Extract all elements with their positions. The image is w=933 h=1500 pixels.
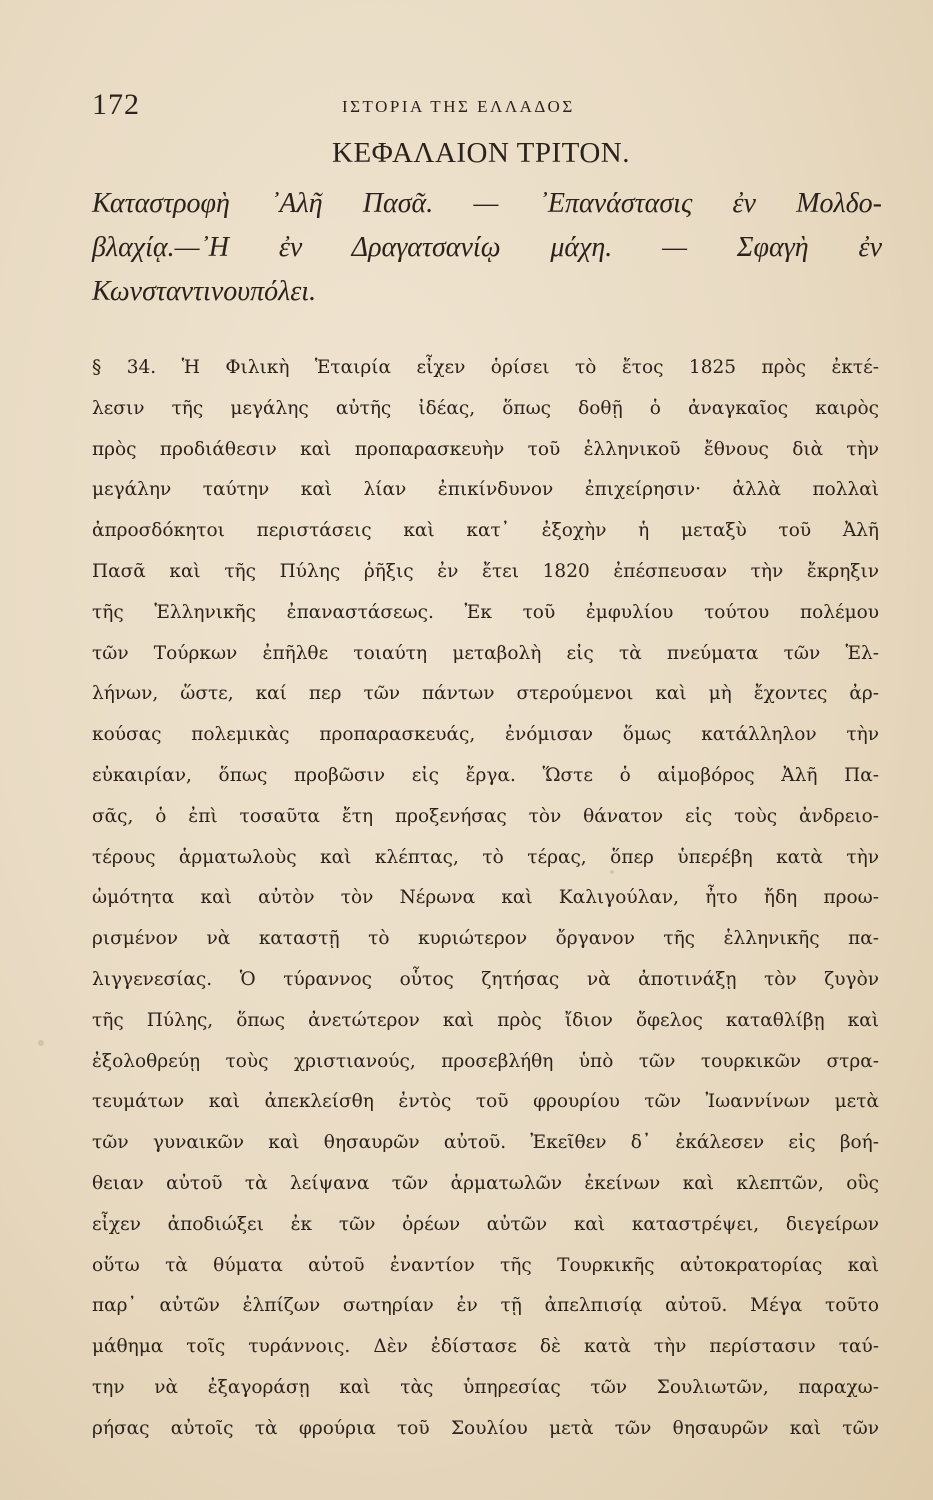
text-line: λιγγενεσίας. Ὁ τύραννος οὗτος ζητήσας νὰ ἀποτινάξῃ τὸν ζυγὸν — [92, 968, 879, 990]
text-line: εἶχεν ἀποδιώξει ἐκ τῶν ὀρέων αὐτῶν καὶ καταστρέψει, διεγείρων — [92, 1213, 879, 1235]
text-line: ὠμότητα καὶ αὐτὸν τὸν Νέρωνα καὶ Καλιγούλαν, ἦτο ἤδη προω- — [92, 887, 879, 909]
summary-line: βλαχίᾳ.—᾽Η ἐν Δραγατσανίῳ μάχη. — Σφαγὴ ἐν — [92, 232, 882, 263]
running-title: ΙΣΤΟΡΙΑ ΤΗΣ ΕΛΛΑΔΟΣ — [342, 97, 575, 116]
running-head — [92, 88, 892, 128]
text-line: λεσιν τῆς μεγάλης αὐτῆς ἰδέας, ὅπως δοθῇ ὁ ἀναγκαῖος καιρὸς — [92, 397, 879, 419]
page-number: 172 — [92, 88, 140, 121]
text-line: θειαν αὐτοῦ τὰ λείψανα τῶν ἁρματωλῶν ἐκείνων καὶ κλεπτῶν, οὓς — [92, 1172, 879, 1194]
text-line: τῆς Πύλης, ὅπως ἀνετώτερον καὶ πρὸς ἴδιον ὄφελος καταθλίβῃ καὶ — [92, 1009, 879, 1031]
text-line: ρήσας αὐτοῖς τὰ φρούρια τοῦ Σουλίου μετὰ τῶν θησαυρῶν καὶ τῶν — [92, 1417, 879, 1439]
chapter-title: ΚΕΦΑΛΑΙΟΝ ΤΡΙΤΟΝ. — [332, 137, 630, 169]
summary-line: Κωνσταντινουπόλει. — [92, 276, 317, 307]
text-line: ἀπροσδόκητοι περιστάσεις καὶ κατ᾽ ἐξοχὴν ἡ μεταξὺ τοῦ Ἀλῆ — [92, 520, 879, 542]
summary-line: Καταστροφὴ ᾽Αλῆ Πασᾶ. — ᾽Επανάστασις ἐν Μολδο- — [92, 188, 882, 219]
text-line: Πασᾶ καὶ τῆς Πύλης ῥῆξις ἐν ἔτει 1820 ἐπέσπευσαν τὴν ἔκρηξιν — [92, 560, 879, 582]
text-line: σᾶς, ὁ ἐπὶ τοσαῦτα ἔτη προξενήσας τὸν θάνατον εἰς τοὺς ἀνδρειο- — [92, 805, 879, 827]
text-line: § 34. Ἡ Φιλικὴ Ἑταιρία εἶχεν ὁρίσει τὸ ἔτος 1825 πρὸς ἐκτέ- — [92, 357, 879, 378]
text-line: κούσας πολεμικὰς προπαρασκευάς, ἐνόμισαν ὅμως κατάλληλον τὴν — [92, 724, 879, 746]
text-line: οὕτω τὰ θύματα αὐτοῦ ἐναντίον τῆς Τουρκικῆς αὐτοκρατορίας καὶ — [92, 1254, 879, 1276]
text-line: πρὸς προδιάθεσιν καὶ προπαρασκευὴν τοῦ ἑλληνικοῦ ἔθνους διὰ τὴν — [92, 438, 879, 460]
text-line: τέρους ἁρματωλοὺς καὶ κλέπτας, τὸ τέρας, ὅπερ ὑπερέβη κατὰ τὴν — [92, 846, 879, 868]
text-line: τῶν Τούρκων ἐπῆλθε τοιαύτη μεταβολὴ εἰς τὰ πνεύματα τῶν Ἑλ- — [92, 642, 879, 664]
text-line: τῶν γυναικῶν καὶ θησαυρῶν αὐτοῦ. Ἐκεῖθεν δ᾽ ἐκάλεσεν εἰς βοή- — [92, 1132, 879, 1154]
body-text — [92, 348, 879, 1450]
foxing-spot — [38, 1040, 44, 1046]
text-line: μάθημα τοῖς τυράννοις. Δὲν ἐδίστασε δὲ κατὰ τὴν περίστασιν ταύ- — [92, 1336, 879, 1358]
chapter-summary — [92, 182, 882, 314]
text-line: ἐξολοθρεύῃ τοὺς χριστιανούς, προσεβλήθη ὑπὸ τῶν τουρκικῶν στρα- — [92, 1050, 879, 1072]
text-line: την νὰ ἐξαγοράσῃ καὶ τὰς ὑπηρεσίας τῶν Σουλιωτῶν, παραχω- — [92, 1376, 879, 1398]
text-line: λήνων, ὥστε, καί περ τῶν πάντων στερούμενοι καὶ μὴ ἔχοντες ἀρ- — [92, 683, 879, 705]
text-line: ρισμένον νὰ καταστῇ τὸ κυριώτερον ὄργανον τῆς ἑλληνικῆς πα- — [92, 928, 879, 950]
text-line: τῆς Ἑλληνικῆς ἐπαναστάσεως. Ἐκ τοῦ ἐμφυλίου τούτου πολέμου — [92, 601, 879, 623]
text-line: μεγάλην ταύτην καὶ λίαν ἐπικίνδυνον ἐπιχείρησιν· ἀλλὰ πολλαὶ — [92, 479, 879, 501]
text-line: τευμάτων καὶ ἀπεκλείσθη ἐντὸς τοῦ φρουρίου τῶν Ἰωαννίνων μετὰ — [92, 1091, 879, 1113]
text-line: εὐκαιρίαν, ὅπως προβῶσιν εἰς ἔργα. Ὥστε ὁ αἱμοβόρος Ἀλῆ Πα- — [92, 764, 879, 786]
text-line: παρ᾽ αὐτῶν ἐλπίζων σωτηρίαν ἐν τῇ ἀπελπισίᾳ αὐτοῦ. Μέγα τοῦτο — [92, 1295, 879, 1317]
